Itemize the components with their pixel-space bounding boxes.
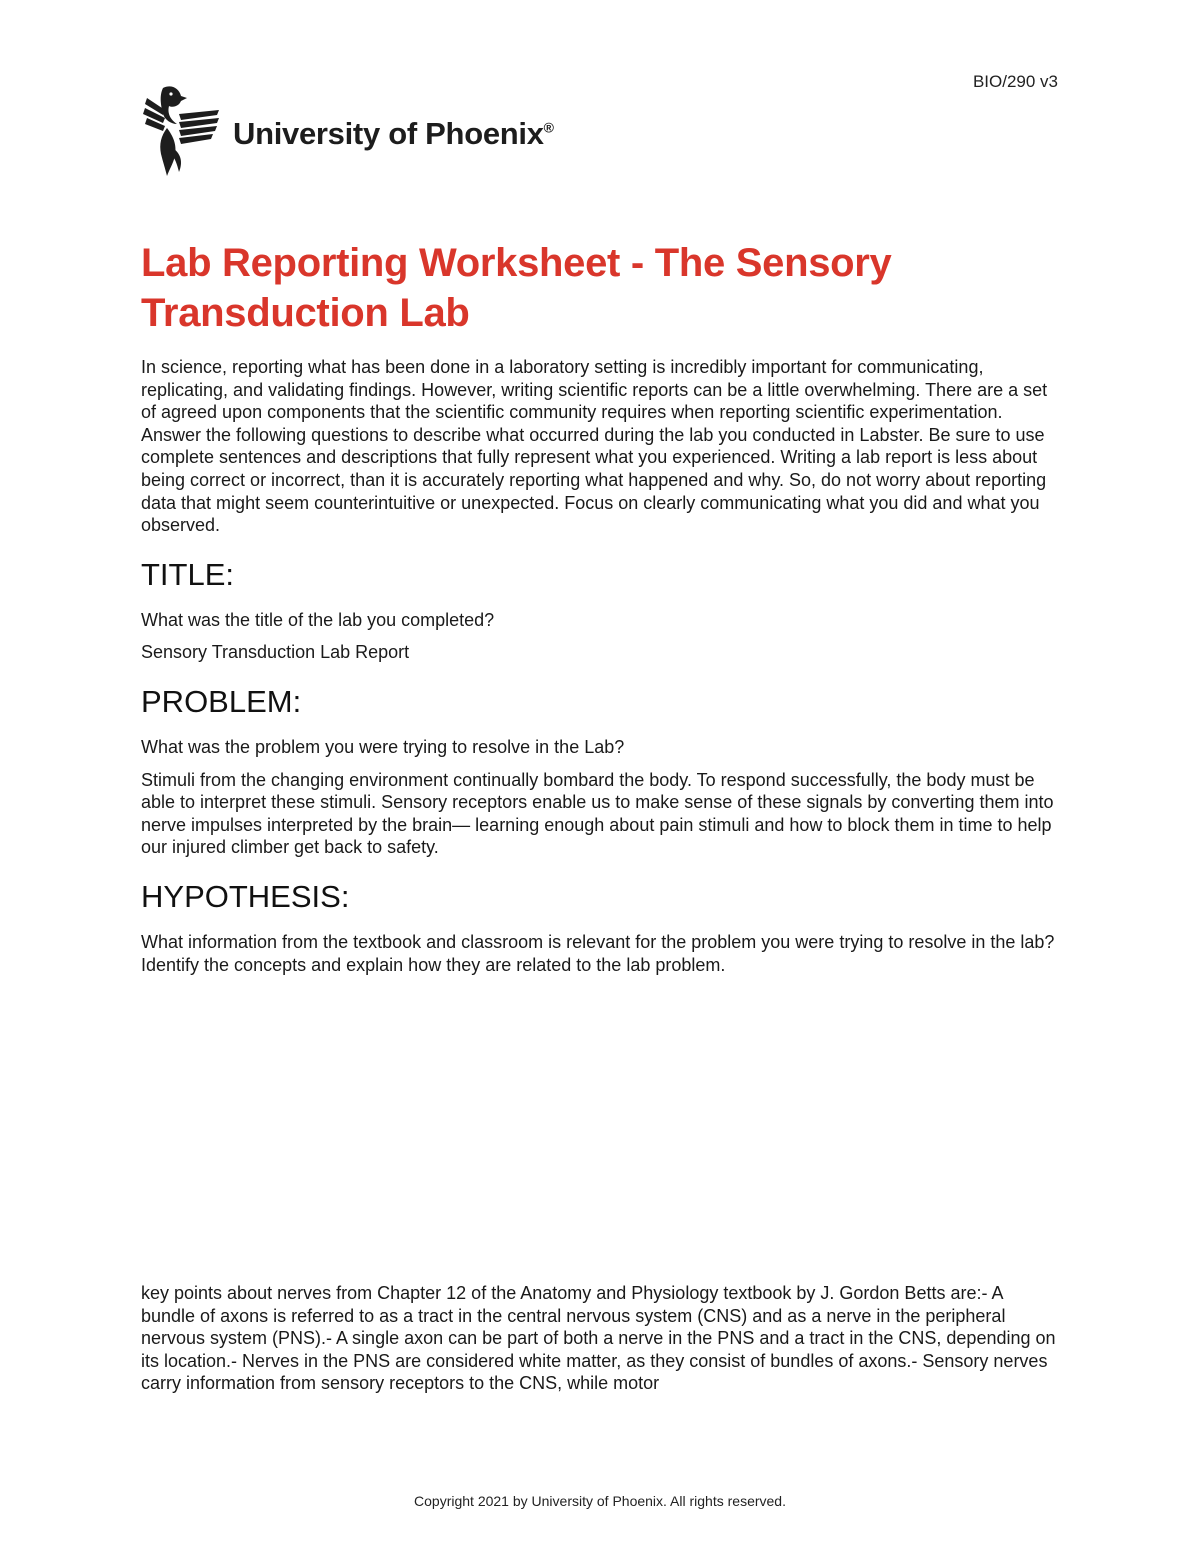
university-logo (143, 84, 554, 176)
copyright-footer: Copyright 2021 by University of Phoenix. All rights reserved. (414, 1493, 786, 1509)
title-question: What was the title of the lab you completed? (141, 609, 495, 630)
page-title: Lab Reporting Worksheet - The Sensory Transduction Lab (141, 241, 892, 335)
problem-heading: PROBLEM: (141, 683, 302, 719)
hypothesis-answer: key points about nerves from Chapter 12 of the Anatomy and Physiology textbook by J. Gordon Betts are:- A bundle of axons is referred to as a tract in the central nervous system (CNS) and as a nerve in the peripheral nervous system (PNS).- A single axon can be part of both a nerve in the PNS and a tract in the CNS, depending on its location.- Nerves in the PNS are considered white matter, as they consist of bundles of axons.- Sensory nerves carry information from sensory receptors to the CNS, while motor (141, 1283, 1056, 1394)
phoenix-bird-icon (143, 84, 221, 176)
problem-answer: Stimuli from the changing environment continually bombard the body. To respond successfully, the body must be able to interpret these stimuli. Sensory receptors enable us to make sense of these signals by converting them into nerve impulses interpreted by the brain— learning enough about pain stimuli and how to block them in time to help our injured climber get back to safety. (141, 769, 1054, 858)
registered-mark: ® (543, 119, 554, 136)
intro-paragraph: In science, reporting what has been done in a laboratory setting is incredibly important for communicating, replicating, and validating findings. However, writing scientific reports can be a little overwhelming. There are a set of agreed upon components that the scientific community requires when reporting scientific experimentation. Answer the following questions to describe what occurred during the lab you conducted in Labster. Be sure to use complete sentences and descriptions that fully represent what you experienced. Writing a lab report is less about being correct or incorrect, than it is accurately reporting what happened and why. So, do not worry about reporting data that might seem counterintuitive or unexpected. Focus on clearly communicating what you did and what you observed. (141, 357, 1048, 536)
logo-wordmark: University of Phoenix® (233, 115, 554, 151)
worksheet-content (141, 238, 1061, 976)
title-heading: TITLE: (141, 556, 235, 592)
hypothesis-heading: HYPOTHESIS: (141, 878, 350, 914)
hypothesis-question: What information from the textbook and classroom is relevant for the problem you were trying to resolve in the lab? Identify the concepts and explain how they are related to the lab problem. (141, 931, 1055, 975)
problem-question: What was the problem you were trying to resolve in the Lab? (141, 736, 625, 757)
title-answer: Sensory Transduction Lab Report (141, 642, 410, 663)
document-code: BIO/290 v3 (972, 72, 1058, 91)
